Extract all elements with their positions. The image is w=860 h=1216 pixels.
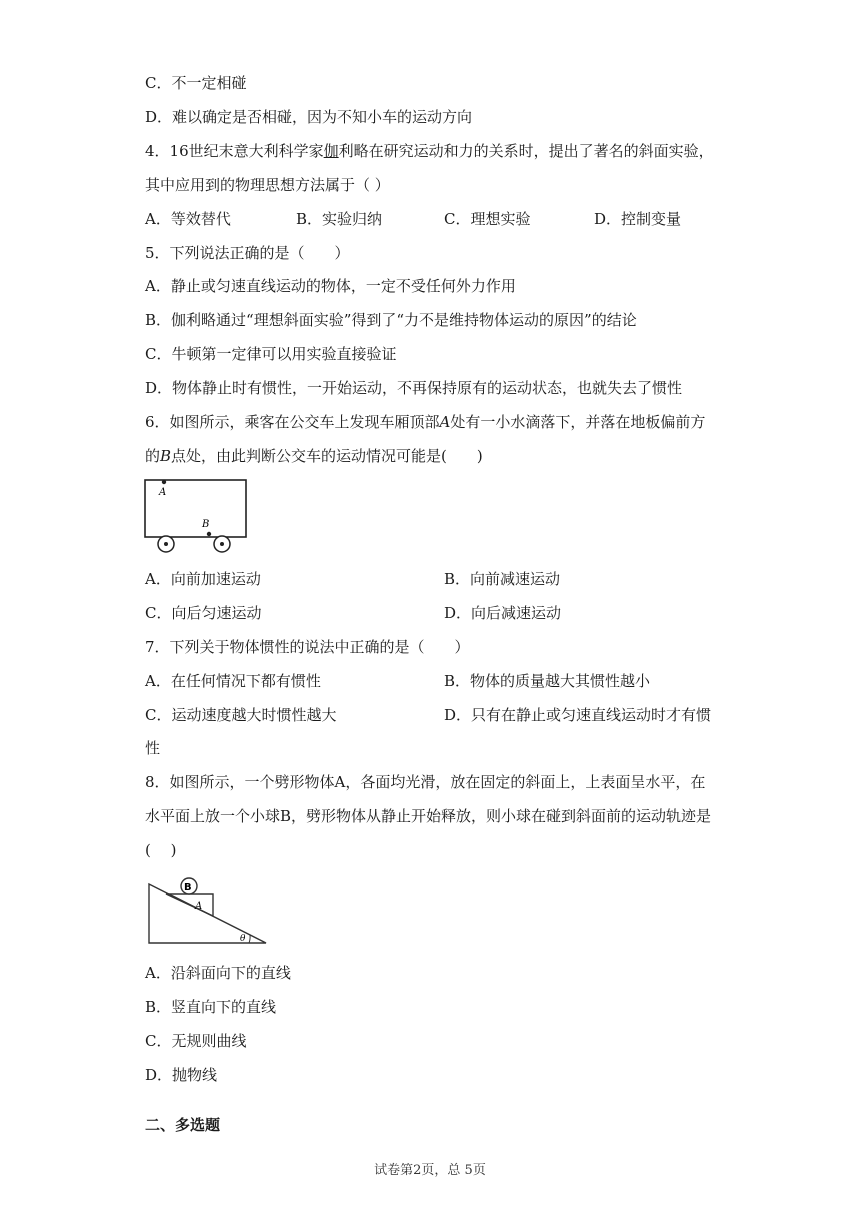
q5-option-b: B．伽利略通过“理想斜面实验”得到了“力不是维持物体运动的原因”的结论 [145,311,637,329]
q5-option-d: D．物体静止时有惯性，一开始运动，不再保持原有的运动状态，也就失去了惯性 [145,379,683,397]
q8-option-d: D．抛物线 [145,1066,218,1084]
q7-option-d: D．只有在静止或匀速直线运动时才有惯 [444,706,712,724]
q8-stem-line1: 8．如图所示，一个劈形物体A，各面均光滑，放在固定的斜面上，上表面呈水平，在 [145,773,706,791]
q6-option-d: D．向后减速运动 [444,604,562,622]
fig-label-b: B [202,519,210,530]
q6-stem-text-b: 处有一小水滴落下，并落在地板偏前方 [450,413,706,431]
q6-point-a: A [439,413,451,431]
incline-figure [146,874,270,946]
q6-point-b: B [160,447,172,465]
q5-stem: 5．下列说法正确的是（ ） [145,244,350,262]
bus-figure [143,477,251,555]
fig-label-ball: B [184,882,192,893]
q7-option-d-wrap: 性 [145,739,161,757]
q8-stem-line2: 水平面上放一个小球B，劈形物体从静止开始释放，则小球在碰到斜面前的运动轨迹是 [145,807,712,825]
q4-option-b: B．实验归纳 [296,210,383,228]
q5-option-a: A．静止或匀速直线运动的物体，一定不受任何外力作用 [145,277,516,295]
q5-option-c: C．牛顿第一定律可以用实验直接验证 [145,345,397,363]
q6-option-a: A．向前加速运动 [145,570,261,588]
q4-stem-text-b: 利略在研究运动和力的关系时，提出了著名的斜面实验， [338,142,714,160]
q8-option-a: A．沿斜面向下的直线 [145,964,291,982]
q4-stem-text-a: 4．16世纪末意大利科学家 [145,142,324,160]
q6-stem-text-c: 的 [145,447,161,465]
q7-option-a: A．在任何情况下都有惯性 [145,672,321,690]
q6-stem-line1 [145,412,705,432]
rear-wheel-hub [164,542,168,546]
q6-option-c: C．向后匀速运动 [145,604,262,622]
q4-stem-line2: 其中应用到的物理思想方法属于（ ） [145,176,390,194]
q6-stem-line2 [145,446,483,466]
landing-point-b [207,532,211,536]
q4-option-d: D．控制变量 [594,210,682,228]
front-wheel-hub [220,542,224,546]
q6-stem-text-a: 6．如图所示，乘客在公交车上发现车厢顶部 [145,413,440,431]
water-drop-point-a [162,480,166,484]
q6-option-b: B．向前减速运动 [444,570,561,588]
q7-option-b: B．物体的质量越大其惯性越小 [444,672,651,690]
q3-option-c: C．不一定相碰 [145,74,247,92]
q4-underlined-char: 伽 [323,142,339,160]
fig-label-wedge: A [195,901,203,912]
fig-label-a: A [159,487,167,498]
wedge-a [166,894,213,916]
q3-option-d: D．难以确定是否相碰，因为不知小车的运动方向 [145,108,473,126]
q7-stem: 7．下列关于物体惯性的说法中正确的是（ ） [145,638,470,656]
fig-label-theta: θ [240,934,246,944]
q8-option-c: C．无规则曲线 [145,1032,247,1050]
q4-option-c: C．理想实验 [444,210,531,228]
page-footer: 试卷第2页，总 5页 [374,1163,486,1178]
q8-stem-line3: ( ) [145,841,177,859]
q4-option-a: A．等效替代 [145,210,231,228]
q4-stem-line1 [145,141,714,161]
angle-arc [249,935,250,943]
q8-option-b: B．竖直向下的直线 [145,998,277,1016]
section-heading-multi-choice: 二、多选题 [145,1116,221,1134]
q7-option-c: C．运动速度越大时惯性越大 [145,706,337,724]
q6-stem-text-d: 点处，由此判断公交车的运动情况可能是( ) [171,447,483,465]
